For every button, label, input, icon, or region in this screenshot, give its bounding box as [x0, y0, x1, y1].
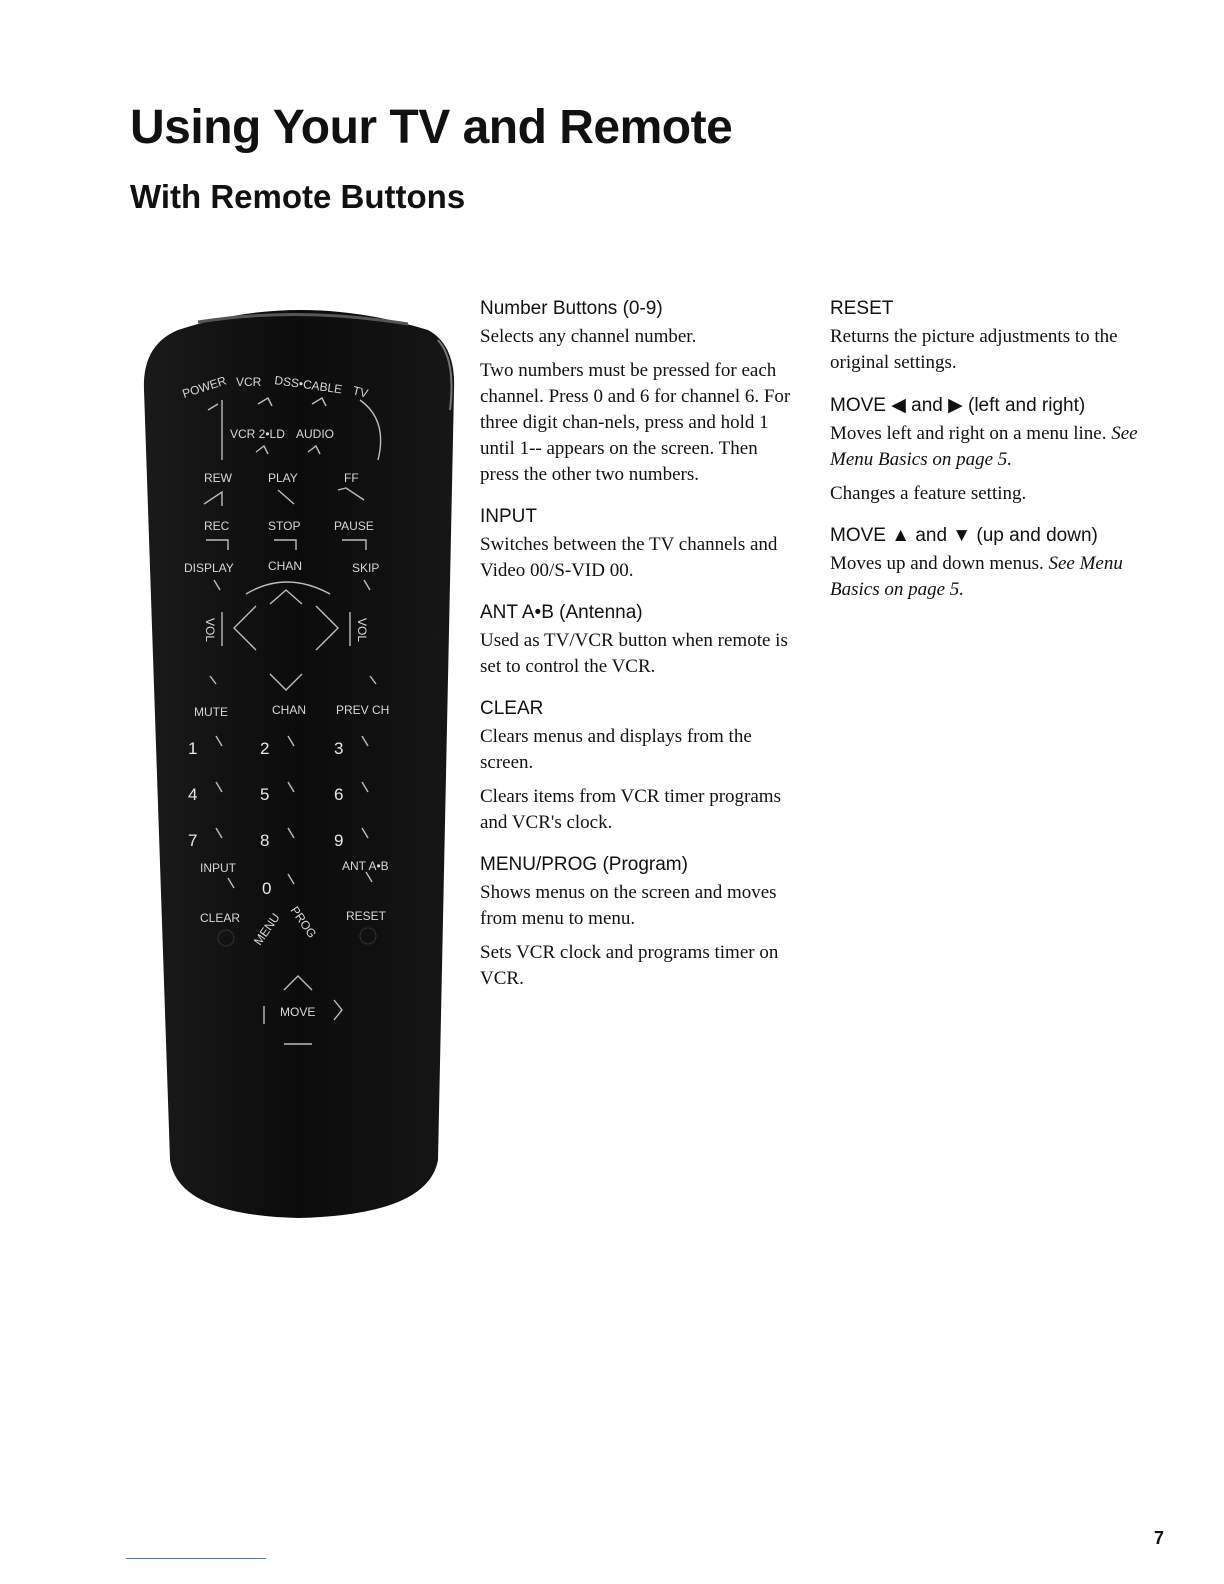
number-buttons-heading: Number Buttons (0-9): [480, 298, 663, 319]
move-lr-text-1: [830, 421, 1150, 473]
reset-label: RESET: [346, 909, 387, 923]
digit-5: 5: [260, 785, 270, 804]
digit-1: 1: [188, 739, 198, 758]
move-lr-reference: See Menu Basics on page 5.: [830, 423, 1138, 470]
reset-text: Returns the picture adjustments to the original settings.: [830, 326, 1118, 373]
skip-label: SKIP: [352, 561, 380, 575]
footer-rule: [126, 1558, 266, 1559]
tv-label: TV: [351, 383, 370, 401]
move-label: MOVE: [280, 1005, 316, 1019]
rec-label: REC: [204, 519, 230, 533]
prev-ch-label: PREV CH: [336, 703, 390, 717]
audio-label: AUDIO: [296, 427, 335, 441]
reset-heading: RESET: [830, 298, 894, 319]
digit-6: 6: [334, 785, 344, 804]
description-column-right: [830, 298, 1150, 621]
number-buttons-text-1: Selects any channel number.: [480, 326, 697, 347]
rew-label: REW: [204, 471, 232, 485]
page-subtitle: With Remote Buttons: [130, 178, 466, 215]
play-label: PLAY: [268, 471, 298, 485]
digit-0: 0: [262, 879, 272, 898]
section-ant-ab: [480, 602, 800, 680]
chan-top-label: CHAN: [268, 559, 303, 573]
clear-label: CLEAR: [200, 911, 241, 925]
move-ud-text-main: Moves up and down menus.: [830, 553, 1044, 574]
input-label: INPUT: [200, 861, 236, 875]
section-move-left-right: [830, 394, 1150, 507]
digit-7: 7: [188, 831, 198, 850]
clear-text-1: Clears menus and displays from the screen.: [480, 726, 752, 773]
move-lr-text-2: Changes a feature setting.: [830, 483, 1027, 504]
vol-right-label: VOL: [355, 618, 369, 643]
menu-prog-text-2: Sets VCR clock and programs timer on VCR.: [480, 942, 779, 989]
stop-label: STOP: [268, 519, 301, 533]
ff-label: FF: [344, 471, 359, 485]
clear-text-2: Clears items from VCR timer programs and VCR's clock.: [480, 786, 781, 833]
input-heading: INPUT: [480, 506, 537, 527]
digit-4: 4: [188, 785, 198, 804]
ant-ab-label: ANT A•B: [342, 859, 389, 873]
vol-left-label: VOL: [203, 618, 217, 643]
page-title: Using Your TV and Remote: [130, 101, 733, 154]
remote-body: [144, 310, 454, 1218]
digit-2: 2: [260, 739, 270, 758]
menu-prog-heading: MENU/PROG (Program): [480, 854, 688, 875]
move-ud-text: [830, 551, 1150, 603]
section-move-up-down: [830, 525, 1150, 603]
move-ud-heading: MOVE ▲ and ▼ (up and down): [830, 525, 1098, 546]
menu-prog-text-1: Shows menus on the screen and moves from menu to menu.: [480, 882, 777, 929]
display-label: DISPLAY: [184, 561, 234, 575]
move-lr-heading: MOVE ◀ and ▶ (left and right): [830, 395, 1086, 416]
digit-8: 8: [260, 831, 270, 850]
input-text: Switches between the TV channels and Video 00/S-VID 00.: [480, 534, 778, 581]
move-ud-reference: See Menu Basics on page 5.: [830, 553, 1123, 600]
description-column-left: [480, 298, 800, 1010]
number-buttons-text-2: Two numbers must be pressed for each channel. Press 0 and 6 for channel 6. For three digit chan-nels, press and hold 1 until 1-- appears on the screen. Then press the other two numbers.: [480, 360, 791, 485]
pause-label: PAUSE: [334, 519, 374, 533]
remote-control-illustration: [138, 300, 458, 1220]
section-input: [480, 506, 800, 584]
ant-ab-text: Used as TV/VCR button when remote is set to control the VCR.: [480, 630, 788, 677]
power-label: POWER: [180, 373, 229, 401]
section-clear: [480, 698, 800, 836]
prog-label: PROG: [287, 903, 320, 941]
section-number-buttons: [480, 298, 800, 488]
section-menu-prog: [480, 854, 800, 992]
mute-label: MUTE: [194, 705, 228, 719]
ant-ab-heading: ANT A•B (Antenna): [480, 602, 643, 623]
digit-9: 9: [334, 831, 344, 850]
vcr-label: VCR: [236, 375, 262, 389]
dss-cable-label: DSS•CABLE: [273, 373, 344, 397]
clear-heading: CLEAR: [480, 698, 544, 719]
vcr2-ld-label: VCR 2•LD: [230, 427, 285, 441]
digit-3: 3: [334, 739, 344, 758]
chan-bottom-label: CHAN: [272, 703, 307, 717]
section-reset: [830, 298, 1150, 376]
menu-label: MENU: [250, 910, 283, 948]
page-number: 7: [1154, 1528, 1165, 1548]
move-lr-text-main: Moves left and right on a menu line.: [830, 423, 1107, 444]
